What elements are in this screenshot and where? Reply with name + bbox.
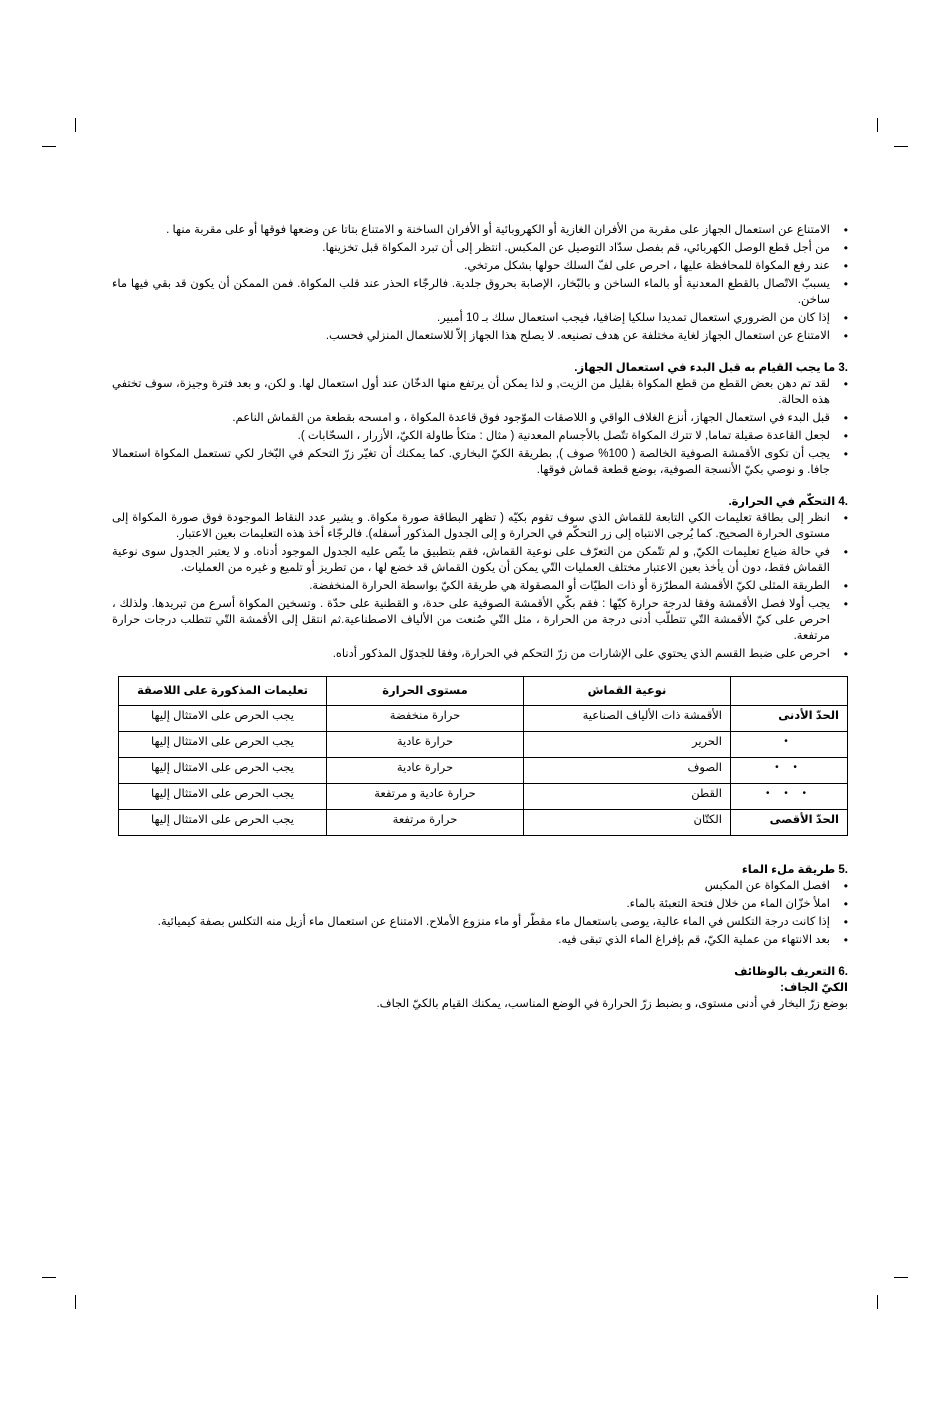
- section-title: التعريف بالوظائف: [734, 966, 836, 978]
- list-item: • من أجل قطع الوصل الكهربائي، قم بفصل سدّاد التوصيل عن المكبس. انتظر إلى أن تبرد المكواة قبل تخزينها.: [112, 240, 848, 256]
- document-body: [112, 222, 848, 1012]
- list-item: • الامتناع عن استعمال الجهاز على مقربة من الأفران الغازية أو الكهروبائية أو الأفران الساخنة و الامتناع بتاتا عن وضعها فوقها أو على مقربة منها .: [112, 222, 848, 238]
- list-item: • في حالة ضياع تعليمات الكيّ, و لم تتّمكن من التعرّف على نوعية القماش، فقم بتطبيق ما ينّص عليه الجدول الموجود أدناه. و لا يعتبر الجدول سوى نوعية القماش فقط، دون أن يأخذ بعين الاعتبار مختلف العمليات التّي يمكن أن يكون القماش قد خضع لها ، من تطريز أو تلميع و غيره من العمليات.: [112, 544, 848, 576]
- ironing-temperature-table: [118, 676, 848, 836]
- cell-temperature: حرارة منخفضة: [327, 706, 524, 732]
- cell-fabric: الأقمشة ذات الألياف الصناعية: [524, 706, 731, 732]
- list-item: • لجعل القاعدة صقيلة تماما, لا تترك المكواة تتّصل بالأجسام المعدنية ( مثال : متكأ طاولة الكيّ، الأزرار ، السحّابات ).: [112, 428, 848, 444]
- cell-fabric: الكتّان: [524, 810, 731, 836]
- list-item: • يجب أن تكوى الأقمشة الصوفية الخالصة ( 100% صوف ), بطريقة الكيّ البخاري. كما يمكنك أن تغيّر زرّ التحكم في البّخار لكي تستعمل المكواة استعمالا جافا. و نوصي بكيّ الأنسجة الصوفية، بوضع قطعة قماش فوقها.: [112, 446, 848, 478]
- cell-label: يجب الحرص على الامتثال إليها: [119, 784, 327, 810]
- crop-mark-bottom-right: [877, 1295, 878, 1309]
- section-title: التحكّم في الحرارة.: [728, 496, 836, 508]
- crop-mark-top-left-h: [42, 146, 56, 147]
- header-level: [731, 677, 848, 706]
- section-number: 5.: [838, 864, 848, 876]
- section-number: 6.: [838, 966, 848, 978]
- table-row: [119, 810, 848, 836]
- crop-mark-top-left: [75, 118, 76, 132]
- section-3-heading: [112, 360, 848, 376]
- list-item: • يجب أولا فصل الأقمشة وفقا لدرجة حرارة كيّها : فقم بكّي الأقمشة الصوفية على حدة، و القطنية على حدّة . وتسخين المكواة أسرع من تبريدها. ولذلك ، احرص على كيّ الأقمشة التّي تتطلّب أدنى درجة من الحرارة ، مثل التّي صُنعت من الألياف الاصطناعية.ثم انتقل إلى الأقمشة التّي تتطلب درجات حرارة مرتفعة.: [112, 596, 848, 644]
- section-4-heading: [112, 494, 848, 510]
- crop-mark-top-right: [877, 118, 878, 132]
- cell-level: الحدّ الأقصى: [731, 810, 848, 836]
- section-6-heading: [112, 964, 848, 980]
- section-title: ما يجب القيام به قبل البدء في استعمال الجهاز.: [574, 362, 836, 374]
- list-item: • يسببّ الاتّصال بالقطع المعدنية أو بالماء الساخن و بالبّخار، الإصابة بحروق جلدية. فالرجّاء الحذر عند قلب المكواة. فمن الممكن أن يكون قد بقي فيها ماء ساخن.: [112, 276, 848, 308]
- table-header-row: [119, 677, 848, 706]
- list-item: • عند رفع المكواة للمحافظة عليها ، احرص على لفّ السلك حولها بشكل مرتخي.: [112, 258, 848, 274]
- cell-temperature: حرارة عادية: [327, 732, 524, 758]
- list-item: • إذا كانت درجة التكلس في الماء عالية، يوصى باستعمال ماء مقطّر أو ماء منزوع الأملاح. الامتناع عن استعمال ماء أزيل منه التكلس بصفة كيميائية.: [112, 914, 848, 930]
- cell-label: يجب الحرص على الامتثال إليها: [119, 810, 327, 836]
- cell-temperature: حرارة عادية: [327, 758, 524, 784]
- cell-temperature: حرارة عادية و مرتفعة: [327, 784, 524, 810]
- list-item: • انظر إلى بطاقة تعليمات الكي التابعة للقماش الذي سوف تقوم بكيّه ( تظهر البطاقة صورة مكواة. و يشير عدد النقاط الموجودة فوق صورة المكواة إلى مستوى الحرارة الصحيح. كما يُرجى الانتباه إلى زر التحكّم في الحرارة و إلى الجدول المذكور أسفله). فالرجّاء أخذ هذه التعليمات بعين الاعتبار.: [112, 510, 848, 542]
- section-number: 3.: [838, 362, 848, 374]
- section-4-bullet-list: [112, 510, 848, 662]
- cell-fabric: الحرير: [524, 732, 731, 758]
- list-item: • افصل المكواة عن المكبس: [112, 878, 848, 894]
- list-item: • لقد تم دهن بعض القطع من قطع المكواة بقليل من الزيت, و لذا يمكن أن يرتفع منها الدخّان عند أول استعمال لها. و لكن، و بعد فترة وجيزة، سوف تختفي هذه الحالة.: [112, 376, 848, 408]
- cell-label: يجب الحرص على الامتثال إليها: [119, 758, 327, 784]
- cell-fabric: القطن: [524, 784, 731, 810]
- table-row: [119, 706, 848, 732]
- section-number: 4.: [838, 496, 848, 508]
- cell-level: الحدّ الأدنى: [731, 706, 848, 732]
- header-temperature: مستوى الحرارة: [327, 677, 524, 706]
- cell-fabric: الصوف: [524, 758, 731, 784]
- list-item: • قبل البدء في استعمال الجهاز، أنزع الغلاف الواقي و اللاصقات الموّجود فوق قاعدة المكواة ، و امسحه بقطعة من القماش الناعم.: [112, 410, 848, 426]
- intro-bullet-list: [112, 222, 848, 344]
- crop-mark-top-right-h: [894, 146, 908, 147]
- crop-mark-bottom-left-h: [42, 1277, 56, 1278]
- section-title: طريقة ملء الماء: [741, 864, 836, 876]
- section-3-bullet-list: [112, 376, 848, 478]
- cell-temperature: حرارة مرتفعة: [327, 810, 524, 836]
- list-item: • إذا كان من الضروري استعمال تمديدا سلكيا إضافيا، فيجب استعمال سلك بـ 10 أمبير.: [112, 310, 848, 326]
- list-item: • الامتناع عن استعمال الجهاز لغاية مختلفة عن هدف تصنيعه. لا يصلح هذا الجهاز إلاّ للاستعمال المنزلي فحسب.: [112, 328, 848, 344]
- list-item: • بعد الانتهاء من عملية الكيّ، قم بإفراغ الماء الذي تبقى فيه.: [112, 932, 848, 948]
- cell-label: يجب الحرص على الامتثال إليها: [119, 732, 327, 758]
- list-item: • الطريقة المثلى لكيّ الأقمشة المطرّزة أو ذات الطيّات أو المصقولة هي طريقة الكيّ بواسطة الحرارة المنخفضة.: [112, 578, 848, 594]
- table-row: [119, 732, 848, 758]
- cell-dots: • • •: [731, 784, 848, 810]
- cell-dots: • •: [731, 758, 848, 784]
- header-label-instructions: تعليمات المذكورة على اللاصقة: [119, 677, 327, 706]
- section-5-heading: [112, 862, 848, 878]
- cell-label: يجب الحرص على الامتثال إليها: [119, 706, 327, 732]
- section-6-paragraph: بوضع زرّ البخار في أدنى مستوى، و بضبط زرّ الحرارة في الوضع المناسب، يمكنك القيام بالكيّ الجاف.: [376, 998, 848, 1010]
- table-row: [119, 784, 848, 810]
- crop-mark-bottom-left: [75, 1295, 76, 1309]
- section-6-subtitle: الكيّ الجاف:: [780, 982, 848, 994]
- list-item: • احرص على ضبط القسم الذي يحتوي على الإشارات من زرّ التحكم في الحرارة، وفقا للجدوّل المذكور أدناه.: [112, 646, 848, 662]
- crop-mark-bottom-right-h: [894, 1277, 908, 1278]
- header-fabric: نوعية القماش: [524, 677, 731, 706]
- table-row: [119, 758, 848, 784]
- section-5-bullet-list: [112, 878, 848, 948]
- cell-dots: •: [731, 732, 848, 758]
- list-item: • املأ خزّان الماء من خلال فتحة التعبئة بالماء.: [112, 896, 848, 912]
